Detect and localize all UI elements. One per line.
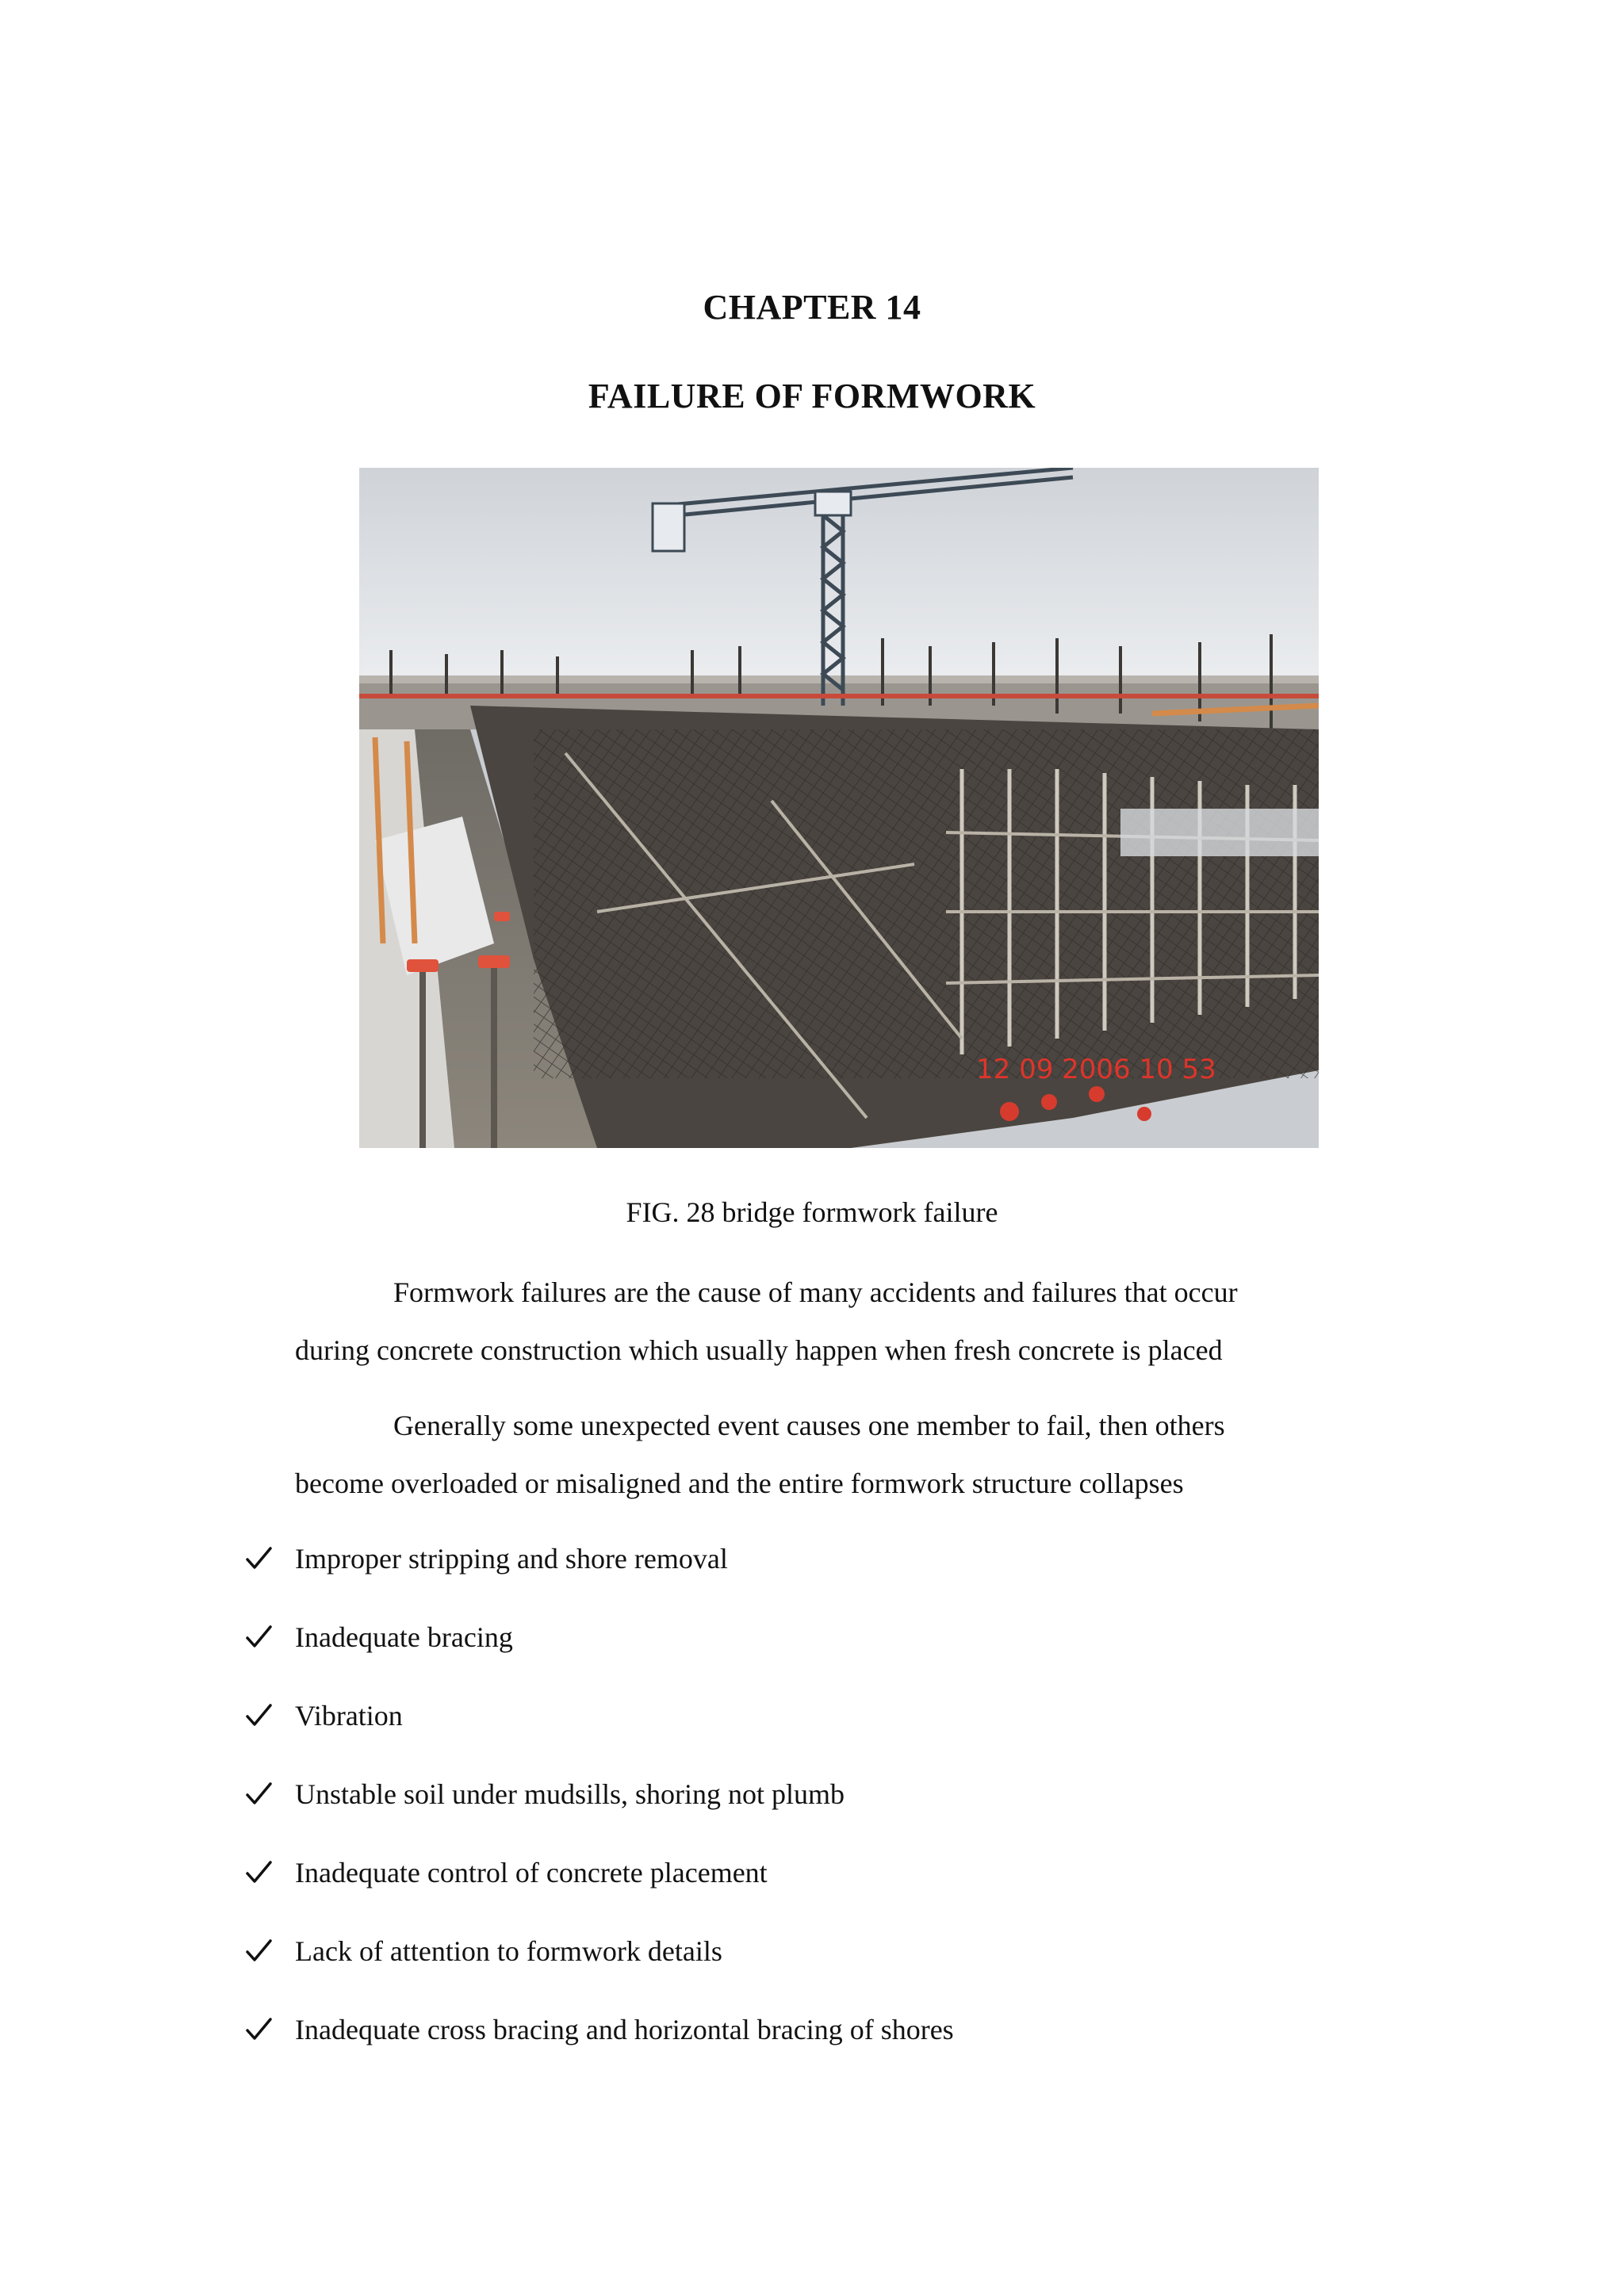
paragraph-2-line-1: Generally some unexpected event causes one member to fail, then others [393, 1410, 1225, 1441]
figure-photo [359, 468, 1319, 1148]
list-item-text: Inadequate control of concrete placement [295, 1857, 768, 1888]
list-item-text: Lack of attention to formwork details [295, 1935, 722, 1967]
list-item-text: Vibration [295, 1700, 403, 1732]
checkmark-icon [244, 1858, 273, 1887]
list-item-text: Unstable soil under mudsills, shoring not plumb [295, 1778, 845, 1810]
list-item [244, 1612, 1434, 1690]
paragraph-1-line-2: during concrete construction which usually happen when fresh concrete is placed [295, 1334, 1223, 1366]
paragraph-2 [295, 1397, 1361, 1513]
paragraph-1-line-1: Formwork failures are the cause of many accidents and failures that occur [393, 1276, 1238, 1308]
list-item [244, 1690, 1434, 1769]
checkmark-icon [244, 1780, 273, 1808]
chapter-number: CHAPTER 14 [703, 288, 921, 327]
paragraph-1 [295, 1264, 1361, 1380]
list-item-text: Improper stripping and shore removal [295, 1543, 728, 1575]
paragraph-2-line-2: become overloaded or misaligned and the entire formwork structure collapses [295, 1468, 1184, 1499]
checkmark-icon [244, 1544, 273, 1573]
checkmark-icon [244, 2015, 273, 2044]
list-item [244, 1926, 1434, 2004]
list-item [244, 1847, 1434, 1926]
list-item [244, 2004, 1434, 2083]
failure-causes-list [244, 1533, 1434, 2083]
checkmark-icon [244, 1623, 273, 1651]
list-item-text: Inadequate bracing [295, 1621, 513, 1653]
figure-caption: FIG. 28 bridge formwork failure [626, 1196, 998, 1228]
chapter-title: FAILURE OF FORMWORK [588, 377, 1036, 415]
list-item-text: Inadequate cross bracing and horizontal bracing of shores [295, 2014, 954, 2045]
photo-timestamp: 12 09 2006 10 53 [976, 1054, 1216, 1085]
list-item [244, 1533, 1434, 1612]
list-item [244, 1769, 1434, 1847]
checkmark-icon [244, 1701, 273, 1730]
checkmark-icon [244, 1937, 273, 1965]
collapsed-formwork-photo [359, 468, 1319, 1148]
